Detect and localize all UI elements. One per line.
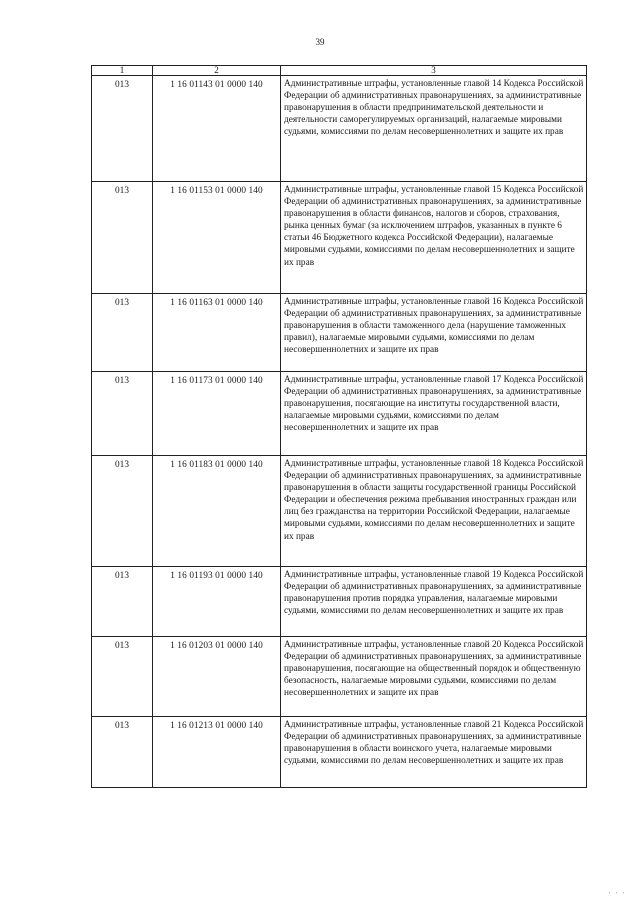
table-row [92,372,587,456]
admin-code-cell: 013 [92,182,153,294]
description-cell: Административные штрафы, установленные главой 19 Кодекса Российской Федерации об административных правонарушениях, за административные правонарушения против порядка управления, налагаемые мировыми судьями, комиссиями по делам несовершеннолетних и защите их прав [281,567,587,637]
column-header-2: 2 [153,66,281,76]
admin-code-cell: 013 [92,456,153,567]
description-cell: Административные штрафы, установленные главой 21 Кодекса Российской Федерации об административных правонарушениях, за административные правонарушения в области воинского учета, налагаемые мировыми судьями, комиссиями по делам несовершеннолетних и защите их прав [281,717,587,788]
budget-code-cell: 1 16 01183 01 0000 140 [153,456,281,567]
budget-code-cell: 1 16 01203 01 0000 140 [153,637,281,717]
admin-code-cell: 013 [92,717,153,788]
table-row [92,567,587,637]
budget-code-cell: 1 16 01173 01 0000 140 [153,372,281,456]
table-row [92,456,587,567]
budget-code-cell: 1 16 01163 01 0000 140 [153,294,281,372]
admin-code-cell: 013 [92,637,153,717]
description-cell: Административные штрафы, установленные главой 17 Кодекса Российской Федерации об административных правонарушениях, за административные правонарушения, посягающие на институты государственной власти, налагаемые мировыми судьями, комиссиями по делам несовершеннолетних и защите их прав [281,372,587,456]
page-number: 39 [315,37,325,47]
revenue-codes-table [91,65,587,788]
table-row [92,637,587,717]
scan-corner-mark: ' ' ' [608,891,626,899]
table-row [92,717,587,788]
description-cell: Административные штрафы, установленные главой 20 Кодекса Российской Федерации об административных правонарушениях, за административные правонарушения, посягающие на общественный порядок и общественную безопасность, налагаемые мировыми судьями, комиссиями по делам несовершеннолетних и защите их прав [281,637,587,717]
description-cell: Административные штрафы, установленные главой 14 Кодекса Российской Федерации об административных правонарушениях, за административные правонарушения в области предпринимательской деятельности и деятельности саморегулируемых организаций, налагаемые мировыми судьями, комиссиями по делам несовершеннолетних и защите их прав [281,76,587,182]
column-header-3: 3 [281,66,587,76]
column-header-1: 1 [92,66,153,76]
table-row [92,182,587,294]
description-cell: Административные штрафы, установленные главой 16 Кодекса Российской Федерации об административных правонарушениях, за административные правонарушения в области таможенного дела (нарушение таможенных правил), налагаемые мировыми судьями, комиссиями по делам несовершеннолетних и защите их прав [281,294,587,372]
table-header-row [92,66,587,76]
budget-code-cell: 1 16 01143 01 0000 140 [153,76,281,182]
budget-code-cell: 1 16 01193 01 0000 140 [153,567,281,637]
admin-code-cell: 013 [92,372,153,456]
budget-code-cell: 1 16 01153 01 0000 140 [153,182,281,294]
description-cell: Административные штрафы, установленные главой 15 Кодекса Российской Федерации об административных правонарушениях, за административные правонарушения в области финансов, налогов и сборов, страхования, рынка ценных бумаг (за исключением штрафов, указанных в пункте 6 статьи 46 Бюджетного кодекса Российской Федерации), налагаемые мировыми судьями, комиссиями по делам несовершеннолетних и защите их прав [281,182,587,294]
table-row [92,294,587,372]
admin-code-cell: 013 [92,567,153,637]
description-cell: Административные штрафы, установленные главой 18 Кодекса Российской Федерации об административных правонарушениях, за административные правонарушения в области защиты государственной границы Российской Федерации и обеспечения режима пребывания иностранных граждан или лиц без гражданства на территории Российской Федерации, налагаемые мировыми судьями, комиссиями по делам несовершеннолетних и защите их прав [281,456,587,567]
admin-code-cell: 013 [92,76,153,182]
budget-code-cell: 1 16 01213 01 0000 140 [153,717,281,788]
admin-code-cell: 013 [92,294,153,372]
table-row [92,76,587,182]
